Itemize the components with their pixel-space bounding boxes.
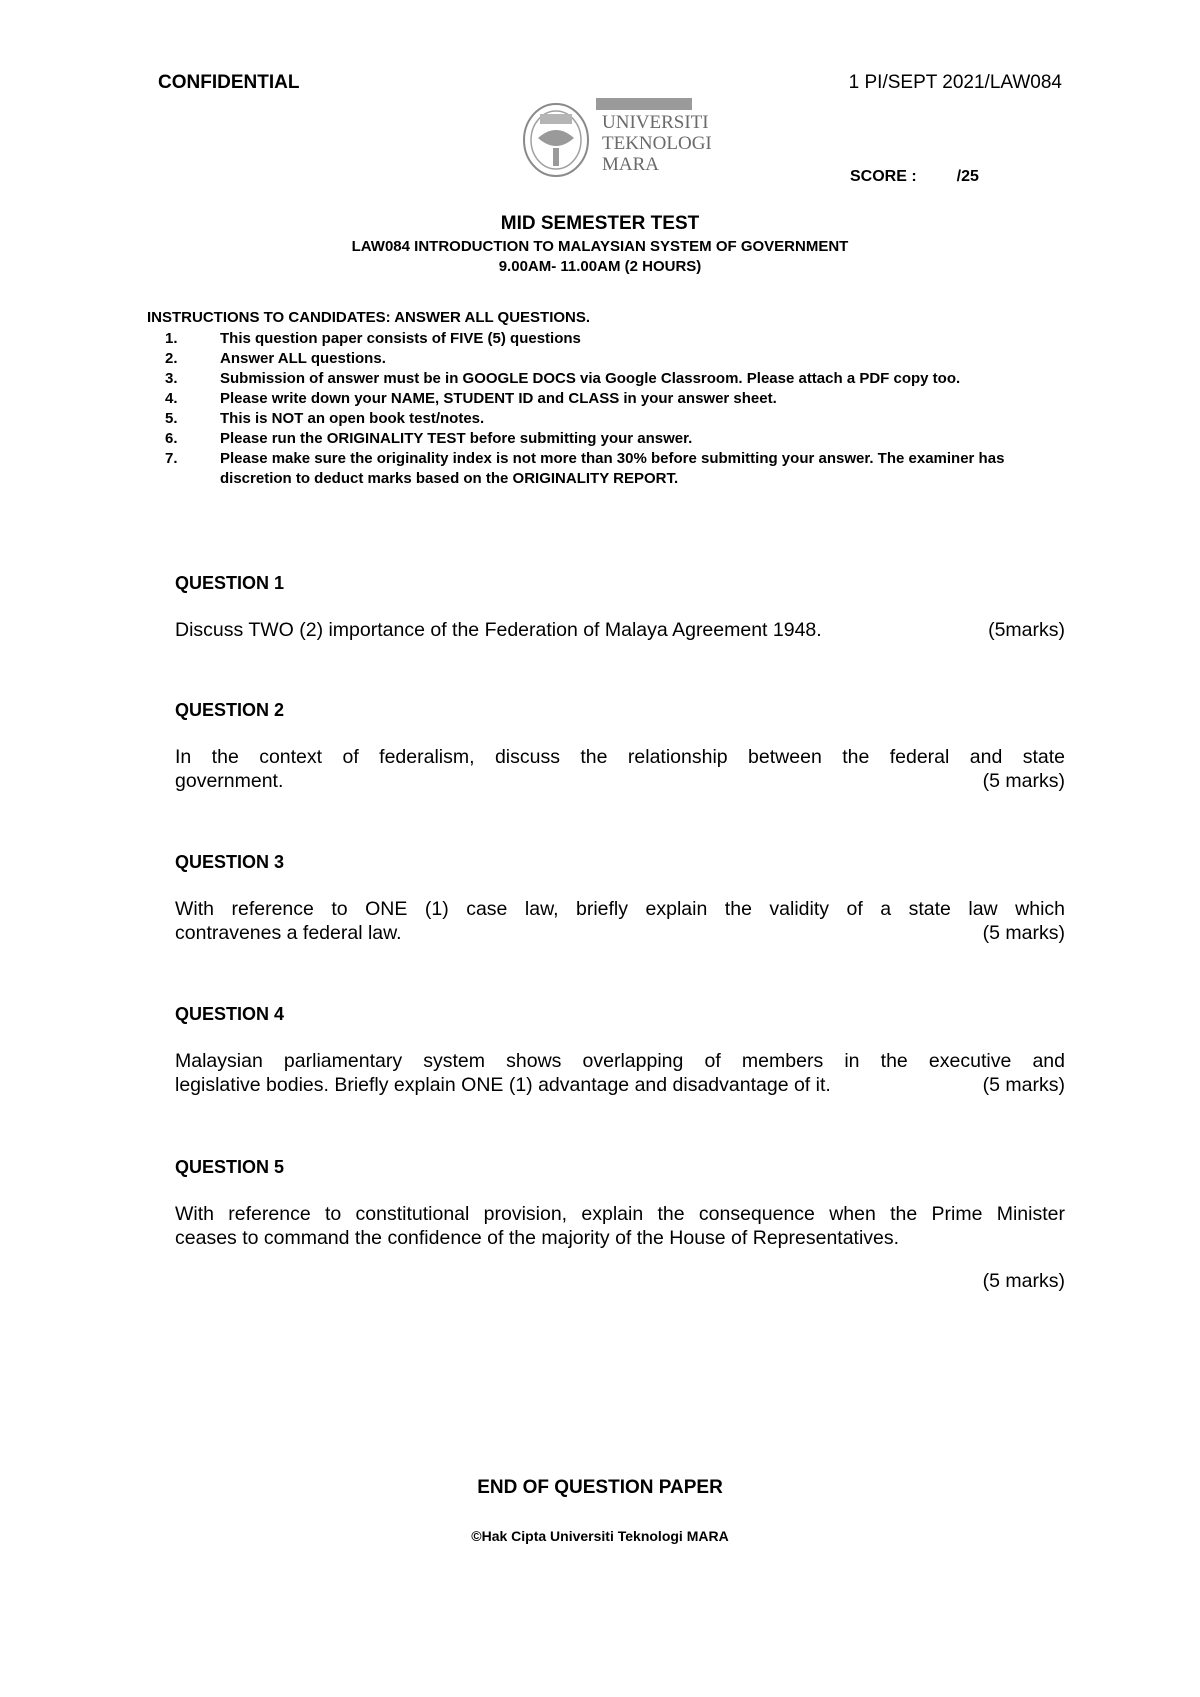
question-text: government. [175, 770, 284, 792]
instruction-text: This is NOT an open book test/notes. [220, 410, 485, 427]
instruction-text: Please write down your NAME, STUDENT ID and CLASS in your answer sheet. [220, 390, 777, 407]
question-heading: QUESTION 1 [175, 573, 285, 593]
instructions-list [165, 329, 1075, 489]
end-of-paper: END OF QUESTION PAPER [477, 1477, 723, 1498]
instruction-text: Please make sure the originality index is not more than 30% before submitting your answer. The examiner has discretion to deduct marks based on the ORIGINALITY REPORT. [220, 450, 1005, 487]
question-2 [175, 700, 1065, 793]
paper-code: 1 PI/SEPT 2021/LAW084 [848, 72, 1062, 93]
logo-line-1: UNIVERSITI [602, 112, 709, 133]
logo-line-2: TEKNOLOGI [602, 133, 712, 154]
question-3 [175, 852, 1065, 945]
instruction-item [165, 369, 1075, 389]
question-heading: QUESTION 5 [175, 1157, 285, 1177]
question-marks: (5 marks) [982, 770, 1065, 792]
question-5 [175, 1157, 1065, 1293]
instruction-text: Answer ALL questions. [220, 350, 386, 367]
score-label: SCORE : [850, 168, 917, 185]
question-heading: QUESTION 2 [175, 700, 285, 720]
instruction-item [165, 389, 1075, 409]
question-marks: (5marks) [988, 619, 1065, 641]
course-title: LAW084 INTRODUCTION TO MALAYSIAN SYSTEM OF GOVERNMENT [351, 238, 849, 255]
instruction-item [165, 349, 1075, 369]
question-text-line: Malaysian parliamentary system shows overlapping of members in the executive and [175, 1050, 1065, 1072]
question-marks: (5 marks) [982, 922, 1065, 944]
question-text-line: With reference to constitutional provision, explain the consequence when the Prime Minister [175, 1203, 1065, 1225]
instruction-number: 4. [165, 390, 178, 407]
instruction-item [165, 449, 1075, 489]
question-text-row [175, 1073, 1065, 1097]
question-heading: QUESTION 3 [175, 852, 285, 872]
question-text: legislative bodies. Briefly explain ONE (1) advantage and disadvantage of it. [175, 1074, 831, 1096]
test-time: 9.00AM- 11.00AM (2 HOURS) [498, 258, 702, 275]
question-marks: (5 marks) [982, 1270, 1065, 1292]
instruction-number: 1. [165, 330, 178, 347]
question-text: Discuss TWO (2) importance of the Federation of Malaya Agreement 1948. [175, 619, 822, 641]
question-text-row [175, 1226, 1065, 1250]
instruction-text: Please run the ORIGINALITY TEST before submitting your answer. [220, 430, 693, 447]
question-text-row [175, 618, 1065, 642]
confidential-label: CONFIDENTIAL [158, 72, 300, 93]
question-text-line: With reference to ONE (1) case law, briefly explain the validity of a state law which [175, 898, 1065, 920]
instruction-number: 3. [165, 370, 178, 387]
question-marks: (5 marks) [982, 1074, 1065, 1096]
instruction-item [165, 409, 1075, 429]
instruction-item [165, 329, 1075, 349]
question-text-line: In the context of federalism, discuss the relationship between the federal and state [175, 746, 1065, 768]
question-heading: QUESTION 4 [175, 1004, 285, 1024]
question-text: ceases to command the confidence of the majority of the House of Representatives. [175, 1227, 900, 1249]
copyright: ©Hak Cipta Universiti Teknologi MARA [471, 1528, 729, 1544]
score-box [850, 168, 979, 186]
question-text-row [175, 769, 1065, 793]
instruction-text: This question paper consists of FIVE (5) questions [220, 330, 581, 347]
instruction-number: 6. [165, 430, 178, 447]
score-value: /25 [956, 168, 979, 185]
question-text: contravenes a federal law. [175, 922, 402, 944]
test-title: MID SEMESTER TEST [500, 213, 700, 234]
instruction-item [165, 429, 1075, 449]
question-1 [175, 573, 1065, 642]
instruction-text: Submission of answer must be in GOOGLE DOCS via Google Classroom. Please attach a PDF copy too. [220, 370, 961, 387]
uitm-logo [520, 94, 720, 184]
question-text-row [175, 921, 1065, 945]
instruction-number: 5. [165, 410, 178, 427]
question-4 [175, 1004, 1065, 1097]
instruction-number: 7. [165, 450, 178, 467]
logo-line-3: MARA [602, 154, 660, 175]
instruction-number: 2. [165, 350, 178, 367]
instructions-heading: INSTRUCTIONS TO CANDIDATES: ANSWER ALL QUESTIONS. [147, 309, 591, 326]
